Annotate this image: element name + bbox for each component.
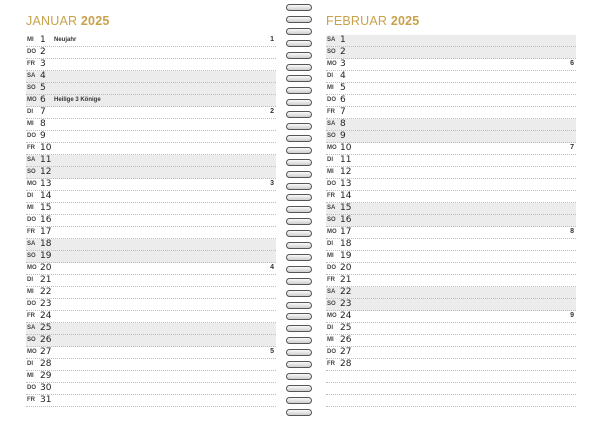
- day-row[interactable]: [326, 107, 576, 119]
- weekday-label: MI: [27, 37, 34, 43]
- spiral-coil-icon: [286, 4, 312, 11]
- holiday-label: Neujahr: [54, 37, 77, 43]
- day-row[interactable]: [26, 335, 276, 347]
- weekday-label: FR: [327, 109, 335, 115]
- day-row[interactable]: [326, 95, 576, 107]
- day-number: 31: [40, 395, 52, 405]
- day-number: 27: [340, 347, 352, 357]
- spiral-coil-icon: [286, 147, 312, 154]
- day-row[interactable]: [26, 143, 276, 155]
- day-row[interactable]: [26, 275, 276, 287]
- day-row[interactable]: [326, 395, 576, 407]
- spiral-coil-icon: [286, 373, 312, 380]
- day-number: 22: [40, 287, 52, 297]
- weekday-label: DI: [327, 325, 333, 331]
- day-number: 15: [340, 203, 352, 213]
- day-row[interactable]: [326, 71, 576, 83]
- day-number: 18: [40, 239, 52, 249]
- day-row[interactable]: [26, 287, 276, 299]
- day-number: 21: [340, 275, 352, 285]
- weekday-label: SO: [27, 337, 36, 343]
- spiral-coil-icon: [286, 52, 312, 59]
- spiral-coil-icon: [286, 385, 312, 392]
- weekday-label: DI: [27, 277, 33, 283]
- day-row[interactable]: [326, 371, 576, 383]
- day-number: 6: [40, 95, 46, 105]
- day-row[interactable]: [326, 119, 576, 131]
- day-number: 19: [340, 251, 352, 261]
- spiral-coil-icon: [286, 242, 312, 249]
- weekday-label: MI: [327, 85, 334, 91]
- day-number: 11: [340, 155, 352, 165]
- spiral-coil-icon: [286, 290, 312, 297]
- weekday-label: DO: [327, 181, 336, 187]
- day-row[interactable]: [326, 131, 576, 143]
- day-number: 11: [40, 155, 52, 165]
- day-row[interactable]: [26, 155, 276, 167]
- weekday-label: FR: [27, 145, 35, 151]
- weekday-label: DO: [327, 97, 336, 103]
- weekday-label: MO: [27, 181, 37, 187]
- day-number: 10: [40, 143, 52, 153]
- day-number: 16: [340, 215, 352, 225]
- weekday-label: SO: [27, 253, 36, 259]
- month-title: [326, 14, 576, 36]
- day-row[interactable]: [26, 227, 276, 239]
- day-row[interactable]: [326, 347, 576, 359]
- spiral-coil-icon: [286, 135, 312, 142]
- day-number: 28: [40, 359, 52, 369]
- spiral-coil-icon: [286, 87, 312, 94]
- day-number: 22: [340, 287, 352, 297]
- week-number: 9: [570, 312, 574, 319]
- weekday-label: SA: [327, 121, 336, 127]
- spiral-coil-icon: [286, 313, 312, 320]
- holiday-label: Heilige 3 Könige: [54, 97, 101, 103]
- day-row[interactable]: [326, 323, 576, 335]
- day-row[interactable]: [326, 239, 576, 251]
- day-number: 9: [40, 131, 46, 141]
- weekday-label: DO: [327, 349, 336, 355]
- day-row[interactable]: [326, 143, 576, 155]
- day-row[interactable]: [26, 299, 276, 311]
- day-number: 23: [40, 299, 52, 309]
- spiral-coil-icon: [286, 409, 312, 416]
- weekday-label: MI: [327, 253, 334, 259]
- day-number: 17: [40, 227, 52, 237]
- weekday-label: DI: [27, 109, 33, 115]
- day-number: 30: [40, 383, 52, 393]
- week-number: 8: [570, 228, 574, 235]
- spiral-coil-icon: [286, 349, 312, 356]
- day-number: 26: [340, 335, 352, 345]
- day-row[interactable]: [26, 191, 276, 203]
- weekday-label: DO: [27, 301, 36, 307]
- day-row[interactable]: [326, 191, 576, 203]
- week-number: 2: [270, 108, 274, 115]
- week-number: 3: [270, 180, 274, 187]
- day-row[interactable]: [26, 215, 276, 227]
- spiral-coil-icon: [286, 64, 312, 71]
- weekday-label: SO: [327, 217, 336, 223]
- day-row[interactable]: [326, 299, 576, 311]
- day-number: 18: [340, 239, 352, 249]
- spiral-coil-icon: [286, 218, 312, 225]
- day-number: 2: [40, 47, 46, 57]
- spiral-binding: [286, 4, 312, 422]
- day-number: 5: [340, 83, 346, 93]
- spiral-coil-icon: [286, 75, 312, 82]
- day-row[interactable]: [26, 119, 276, 131]
- day-row[interactable]: [26, 263, 276, 275]
- weekday-label: DI: [327, 157, 333, 163]
- weekday-label: SO: [27, 85, 36, 91]
- day-number: 23: [340, 299, 352, 309]
- day-list: [326, 35, 576, 407]
- day-number: 25: [40, 323, 52, 333]
- weekday-label: MO: [327, 145, 337, 151]
- weekday-label: MO: [327, 61, 337, 67]
- day-number: 7: [40, 107, 46, 117]
- day-number: 4: [40, 71, 46, 81]
- day-row[interactable]: [26, 251, 276, 263]
- weekday-label: DI: [327, 241, 333, 247]
- week-number: 4: [270, 264, 274, 271]
- day-row[interactable]: [326, 311, 576, 323]
- day-number: 14: [340, 191, 352, 201]
- weekday-label: MO: [27, 349, 37, 355]
- spiral-coil-icon: [286, 40, 312, 47]
- spiral-coil-icon: [286, 254, 312, 261]
- day-row[interactable]: [326, 59, 576, 71]
- day-row[interactable]: [26, 35, 276, 47]
- day-number: 24: [40, 311, 52, 321]
- weekday-label: DO: [27, 133, 36, 139]
- day-row[interactable]: [326, 167, 576, 179]
- day-row[interactable]: [26, 167, 276, 179]
- day-number: 13: [40, 179, 52, 189]
- day-number: 5: [40, 83, 46, 93]
- day-row[interactable]: [326, 287, 576, 299]
- day-row[interactable]: [26, 347, 276, 359]
- day-row[interactable]: [326, 35, 576, 47]
- day-row[interactable]: [26, 95, 276, 107]
- day-number: 29: [40, 371, 52, 381]
- day-row[interactable]: [326, 275, 576, 287]
- spiral-coil-icon: [286, 28, 312, 35]
- spiral-coil-icon: [286, 194, 312, 201]
- weekday-label: DI: [327, 73, 333, 79]
- spiral-coil-icon: [286, 278, 312, 285]
- spiral-coil-icon: [286, 171, 312, 178]
- weekday-label: MI: [27, 373, 34, 379]
- weekday-label: FR: [27, 397, 35, 403]
- day-row[interactable]: [326, 359, 576, 371]
- day-row[interactable]: [26, 59, 276, 71]
- weekday-label: MO: [327, 229, 337, 235]
- day-row[interactable]: [26, 179, 276, 191]
- day-row[interactable]: [26, 107, 276, 119]
- day-number: 12: [40, 167, 52, 177]
- month-name: FEBRUAR: [326, 14, 388, 28]
- spiral-coil-icon: [286, 325, 312, 332]
- day-row[interactable]: [326, 251, 576, 263]
- day-row[interactable]: [326, 83, 576, 95]
- weekday-label: SA: [27, 241, 36, 247]
- day-row[interactable]: [326, 203, 576, 215]
- day-number: 16: [40, 215, 52, 225]
- day-number: 19: [40, 251, 52, 261]
- weekday-label: SO: [27, 169, 36, 175]
- weekday-label: FR: [327, 193, 335, 199]
- week-number: 1: [270, 36, 274, 43]
- weekday-label: SA: [327, 37, 336, 43]
- spiral-coil-icon: [286, 361, 312, 368]
- day-number: 10: [340, 143, 352, 153]
- spiral-coil-icon: [286, 397, 312, 404]
- spiral-coil-icon: [286, 99, 312, 106]
- day-row[interactable]: [326, 383, 576, 395]
- day-row[interactable]: [26, 311, 276, 323]
- day-number: 8: [340, 119, 346, 129]
- weekday-label: DI: [27, 193, 33, 199]
- week-number: 7: [570, 144, 574, 151]
- day-number: 9: [340, 131, 346, 141]
- weekday-label: MO: [327, 313, 337, 319]
- weekday-label: FR: [27, 313, 35, 319]
- day-row[interactable]: [26, 383, 276, 395]
- day-row[interactable]: [26, 71, 276, 83]
- day-number: 15: [40, 203, 52, 213]
- day-number: 20: [340, 263, 352, 273]
- spiral-coil-icon: [286, 123, 312, 130]
- weekday-label: SA: [27, 325, 36, 331]
- day-number: 2: [340, 47, 346, 57]
- day-row[interactable]: [26, 47, 276, 59]
- weekday-label: DO: [27, 217, 36, 223]
- weekday-label: FR: [327, 277, 335, 283]
- day-row[interactable]: [326, 179, 576, 191]
- weekday-label: DO: [27, 49, 36, 55]
- weekday-label: MI: [327, 337, 334, 343]
- day-number: 25: [340, 323, 352, 333]
- weekday-label: DI: [27, 361, 33, 367]
- day-number: 4: [340, 71, 346, 81]
- day-number: 21: [40, 275, 52, 285]
- month-year: 2025: [80, 14, 110, 28]
- day-number: 12: [340, 167, 352, 177]
- january-page: [26, 14, 276, 405]
- day-number: 1: [40, 35, 46, 45]
- day-row[interactable]: [26, 359, 276, 371]
- weekday-label: DO: [27, 385, 36, 391]
- spiral-coil-icon: [286, 16, 312, 23]
- day-number: 1: [340, 35, 346, 45]
- day-row[interactable]: [26, 203, 276, 215]
- month-year: 2025: [390, 14, 420, 28]
- spiral-coil-icon: [286, 337, 312, 344]
- spiral-coil-icon: [286, 159, 312, 166]
- weekday-label: MI: [27, 121, 34, 127]
- day-row[interactable]: [26, 239, 276, 251]
- weekday-label: FR: [27, 61, 35, 67]
- day-row[interactable]: [26, 131, 276, 143]
- weekday-label: SA: [27, 157, 36, 163]
- day-row[interactable]: [326, 215, 576, 227]
- day-number: 27: [40, 347, 52, 357]
- day-row[interactable]: [26, 371, 276, 383]
- week-number: 5: [270, 348, 274, 355]
- day-number: 17: [340, 227, 352, 237]
- month-name: JANUAR: [26, 14, 78, 28]
- weekday-label: SO: [327, 49, 336, 55]
- weekday-label: MI: [327, 169, 334, 175]
- weekday-label: MI: [27, 205, 34, 211]
- day-number: 28: [340, 359, 352, 369]
- weekday-label: DO: [327, 265, 336, 271]
- day-row[interactable]: [326, 227, 576, 239]
- day-row[interactable]: [26, 323, 276, 335]
- day-number: 13: [340, 179, 352, 189]
- day-row[interactable]: [326, 155, 576, 167]
- spiral-coil-icon: [286, 183, 312, 190]
- spiral-coil-icon: [286, 302, 312, 309]
- day-row[interactable]: [326, 335, 576, 347]
- weekday-label: SO: [327, 301, 336, 307]
- day-row[interactable]: [26, 395, 276, 407]
- spiral-coil-icon: [286, 230, 312, 237]
- day-number: 26: [40, 335, 52, 345]
- day-number: 3: [340, 59, 346, 69]
- day-list: [26, 35, 276, 407]
- weekday-label: MO: [27, 265, 37, 271]
- day-row[interactable]: [26, 83, 276, 95]
- weekday-label: SA: [27, 73, 36, 79]
- day-number: 7: [340, 107, 346, 117]
- day-row[interactable]: [326, 47, 576, 59]
- weekday-label: MO: [27, 97, 37, 103]
- day-number: 6: [340, 95, 346, 105]
- weekday-label: MI: [27, 289, 34, 295]
- day-number: 3: [40, 59, 46, 69]
- spiral-coil-icon: [286, 266, 312, 273]
- weekday-label: SO: [327, 133, 336, 139]
- week-number: 6: [570, 60, 574, 67]
- day-number: 8: [40, 119, 46, 129]
- day-number: 24: [340, 311, 352, 321]
- weekday-label: SA: [327, 205, 336, 211]
- spiral-coil-icon: [286, 206, 312, 213]
- february-page: [326, 14, 576, 369]
- day-number: 14: [40, 191, 52, 201]
- weekday-label: SA: [327, 289, 336, 295]
- day-row[interactable]: [326, 263, 576, 275]
- spiral-coil-icon: [286, 111, 312, 118]
- weekday-label: FR: [327, 361, 335, 367]
- day-number: 20: [40, 263, 52, 273]
- month-title: [26, 14, 276, 36]
- weekday-label: FR: [27, 229, 35, 235]
